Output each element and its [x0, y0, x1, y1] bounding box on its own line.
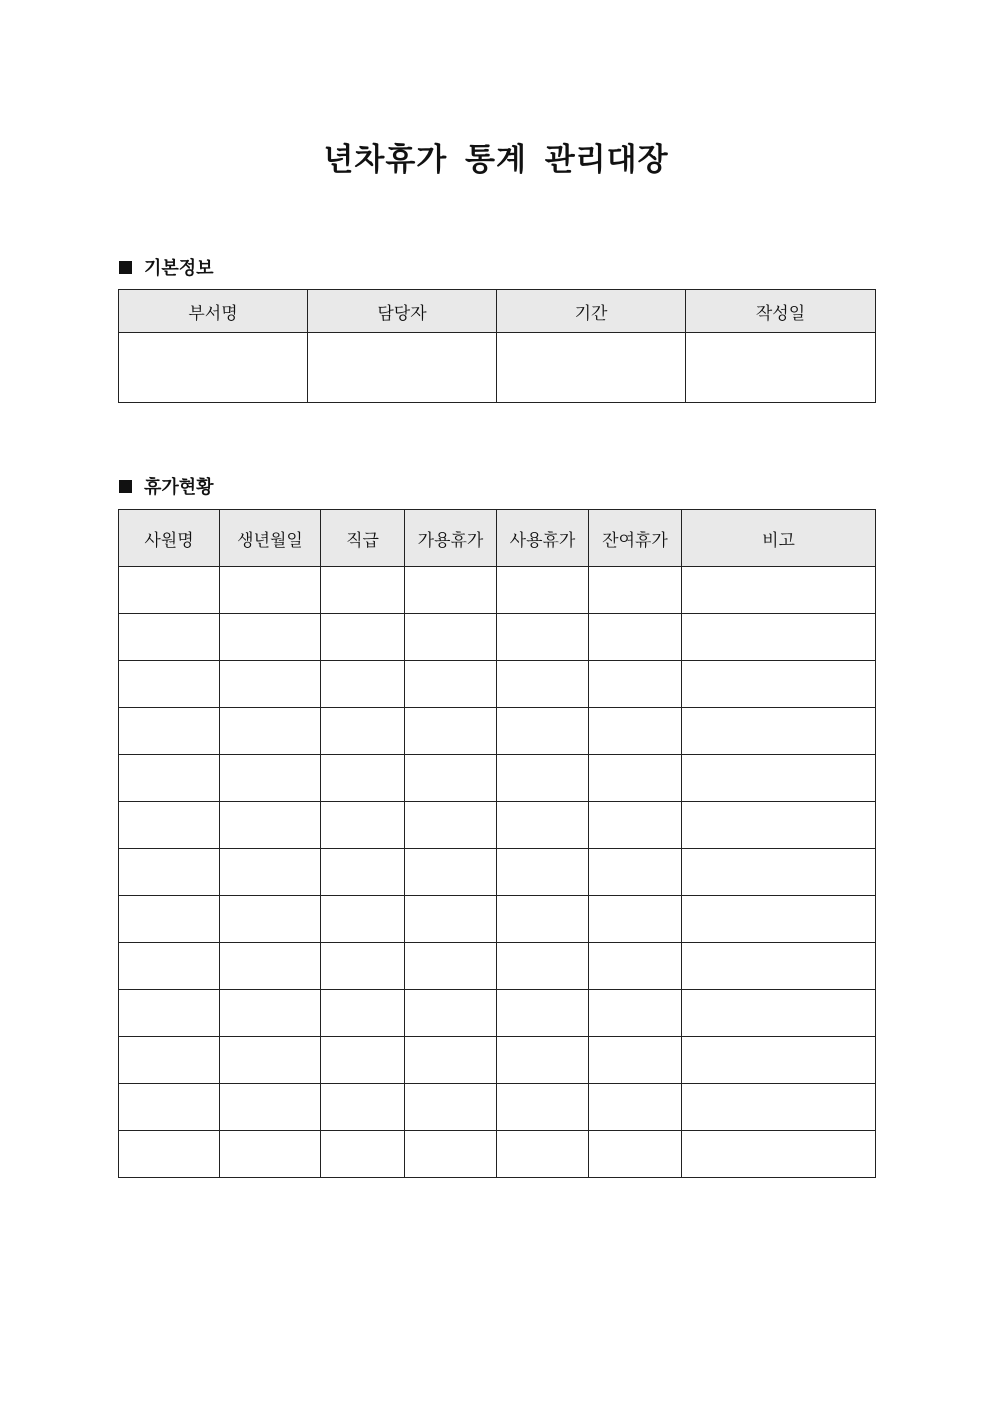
birth-date-cell[interactable]: [220, 849, 321, 896]
section-heading-leave-status: [119, 473, 214, 499]
section-heading-label: 휴가현황: [144, 477, 214, 498]
birth-date-cell[interactable]: [220, 755, 321, 802]
section-heading-label: 기본정보: [144, 258, 214, 279]
table-row: [119, 849, 876, 896]
employee-name-cell[interactable]: [119, 896, 220, 943]
leave-status-header-row: [119, 510, 876, 567]
header-birth-date: 생년월일: [220, 510, 321, 567]
position-cell[interactable]: [321, 802, 405, 849]
used-leave-cell[interactable]: [497, 661, 589, 708]
birth-date-cell[interactable]: [220, 567, 321, 614]
page-title: 년차휴가 통계 관리대장: [323, 142, 669, 178]
birth-date-cell[interactable]: [220, 1037, 321, 1084]
position-cell[interactable]: [321, 614, 405, 661]
remaining-leave-cell[interactable]: [589, 990, 682, 1037]
birth-date-cell[interactable]: [220, 896, 321, 943]
table-row: [119, 708, 876, 755]
employee-name-cell[interactable]: [119, 849, 220, 896]
table-row: [119, 802, 876, 849]
employee-name-cell[interactable]: [119, 1084, 220, 1131]
basic-info-header-row: [119, 290, 876, 333]
remaining-leave-cell[interactable]: [589, 896, 682, 943]
section-heading-basic-info: [119, 254, 214, 280]
period-value-cell[interactable]: [497, 333, 686, 403]
manager-value-cell[interactable]: [308, 333, 497, 403]
table-row: [119, 1037, 876, 1084]
remarks-cell[interactable]: [682, 755, 876, 802]
employee-name-cell[interactable]: [119, 802, 220, 849]
birth-date-cell[interactable]: [220, 708, 321, 755]
used-leave-cell[interactable]: [497, 943, 589, 990]
available-leave-cell[interactable]: [405, 661, 497, 708]
used-leave-cell[interactable]: [497, 849, 589, 896]
available-leave-cell[interactable]: [405, 567, 497, 614]
available-leave-cell[interactable]: [405, 1037, 497, 1084]
position-cell[interactable]: [321, 990, 405, 1037]
birth-date-cell[interactable]: [220, 1131, 321, 1178]
birth-date-cell[interactable]: [220, 661, 321, 708]
department-value-cell[interactable]: [119, 333, 308, 403]
black-square-icon: [119, 480, 132, 493]
used-leave-cell[interactable]: [497, 1084, 589, 1131]
employee-name-cell[interactable]: [119, 708, 220, 755]
employee-name-cell[interactable]: [119, 990, 220, 1037]
employee-name-cell[interactable]: [119, 661, 220, 708]
birth-date-cell[interactable]: [220, 943, 321, 990]
position-cell[interactable]: [321, 567, 405, 614]
remaining-leave-cell[interactable]: [589, 802, 682, 849]
header-employee-name: 사원명: [119, 510, 220, 567]
remaining-leave-cell[interactable]: [589, 1037, 682, 1084]
remaining-leave-cell[interactable]: [589, 614, 682, 661]
position-cell[interactable]: [321, 896, 405, 943]
available-leave-cell[interactable]: [405, 1131, 497, 1178]
header-remaining-leave: 잔여휴가: [589, 510, 682, 567]
remarks-cell[interactable]: [682, 1131, 876, 1178]
table-row: [119, 990, 876, 1037]
header-department: 부서명: [119, 290, 308, 333]
header-manager: 담당자: [308, 290, 497, 333]
employee-name-cell[interactable]: [119, 567, 220, 614]
birth-date-cell[interactable]: [220, 614, 321, 661]
remarks-cell[interactable]: [682, 896, 876, 943]
remaining-leave-cell[interactable]: [589, 567, 682, 614]
available-leave-cell[interactable]: [405, 896, 497, 943]
used-leave-cell[interactable]: [497, 614, 589, 661]
position-cell[interactable]: [321, 1037, 405, 1084]
used-leave-cell[interactable]: [497, 567, 589, 614]
position-cell[interactable]: [321, 755, 405, 802]
remaining-leave-cell[interactable]: [589, 661, 682, 708]
employee-name-cell[interactable]: [119, 755, 220, 802]
birth-date-cell[interactable]: [220, 990, 321, 1037]
position-cell[interactable]: [321, 708, 405, 755]
available-leave-cell[interactable]: [405, 802, 497, 849]
remarks-cell[interactable]: [682, 802, 876, 849]
remarks-cell[interactable]: [682, 614, 876, 661]
birth-date-cell[interactable]: [220, 802, 321, 849]
header-date-written: 작성일: [686, 290, 876, 333]
remaining-leave-cell[interactable]: [589, 708, 682, 755]
available-leave-cell[interactable]: [405, 708, 497, 755]
header-available-leave: 가용휴가: [405, 510, 497, 567]
header-remarks: 비고: [682, 510, 876, 567]
remarks-cell[interactable]: [682, 1037, 876, 1084]
position-cell[interactable]: [321, 1131, 405, 1178]
remarks-cell[interactable]: [682, 849, 876, 896]
table-row: [119, 614, 876, 661]
available-leave-cell[interactable]: [405, 1084, 497, 1131]
position-cell[interactable]: [321, 1084, 405, 1131]
remaining-leave-cell[interactable]: [589, 849, 682, 896]
remarks-cell[interactable]: [682, 1084, 876, 1131]
used-leave-cell[interactable]: [497, 896, 589, 943]
remaining-leave-cell[interactable]: [589, 1084, 682, 1131]
position-cell[interactable]: [321, 661, 405, 708]
remarks-cell[interactable]: [682, 567, 876, 614]
date-written-value-cell[interactable]: [686, 333, 876, 403]
table-row: [119, 1131, 876, 1178]
table-row: [119, 896, 876, 943]
used-leave-cell[interactable]: [497, 1037, 589, 1084]
header-period: 기간: [497, 290, 686, 333]
used-leave-cell[interactable]: [497, 802, 589, 849]
basic-info-value-row: [119, 333, 876, 403]
remarks-cell[interactable]: [682, 990, 876, 1037]
available-leave-cell[interactable]: [405, 943, 497, 990]
header-position: 직급: [321, 510, 405, 567]
header-used-leave: 사용휴가: [497, 510, 589, 567]
birth-date-cell[interactable]: [220, 1084, 321, 1131]
available-leave-cell[interactable]: [405, 755, 497, 802]
remaining-leave-cell[interactable]: [589, 755, 682, 802]
remaining-leave-cell[interactable]: [589, 943, 682, 990]
position-cell[interactable]: [321, 943, 405, 990]
remarks-cell[interactable]: [682, 708, 876, 755]
remarks-cell[interactable]: [682, 661, 876, 708]
remaining-leave-cell[interactable]: [589, 1131, 682, 1178]
available-leave-cell[interactable]: [405, 990, 497, 1037]
employee-name-cell[interactable]: [119, 1131, 220, 1178]
table-row: [119, 755, 876, 802]
employee-name-cell[interactable]: [119, 614, 220, 661]
remarks-cell[interactable]: [682, 943, 876, 990]
table-row: [119, 1084, 876, 1131]
table-row: [119, 567, 876, 614]
position-cell[interactable]: [321, 849, 405, 896]
table-row: [119, 661, 876, 708]
used-leave-cell[interactable]: [497, 708, 589, 755]
employee-name-cell[interactable]: [119, 1037, 220, 1084]
used-leave-cell[interactable]: [497, 755, 589, 802]
leave-status-table: [118, 509, 876, 1178]
black-square-icon: [119, 261, 132, 274]
used-leave-cell[interactable]: [497, 990, 589, 1037]
employee-name-cell[interactable]: [119, 943, 220, 990]
used-leave-cell[interactable]: [497, 1131, 589, 1178]
available-leave-cell[interactable]: [405, 849, 497, 896]
table-row: [119, 943, 876, 990]
available-leave-cell[interactable]: [405, 614, 497, 661]
basic-info-table: [118, 289, 876, 403]
